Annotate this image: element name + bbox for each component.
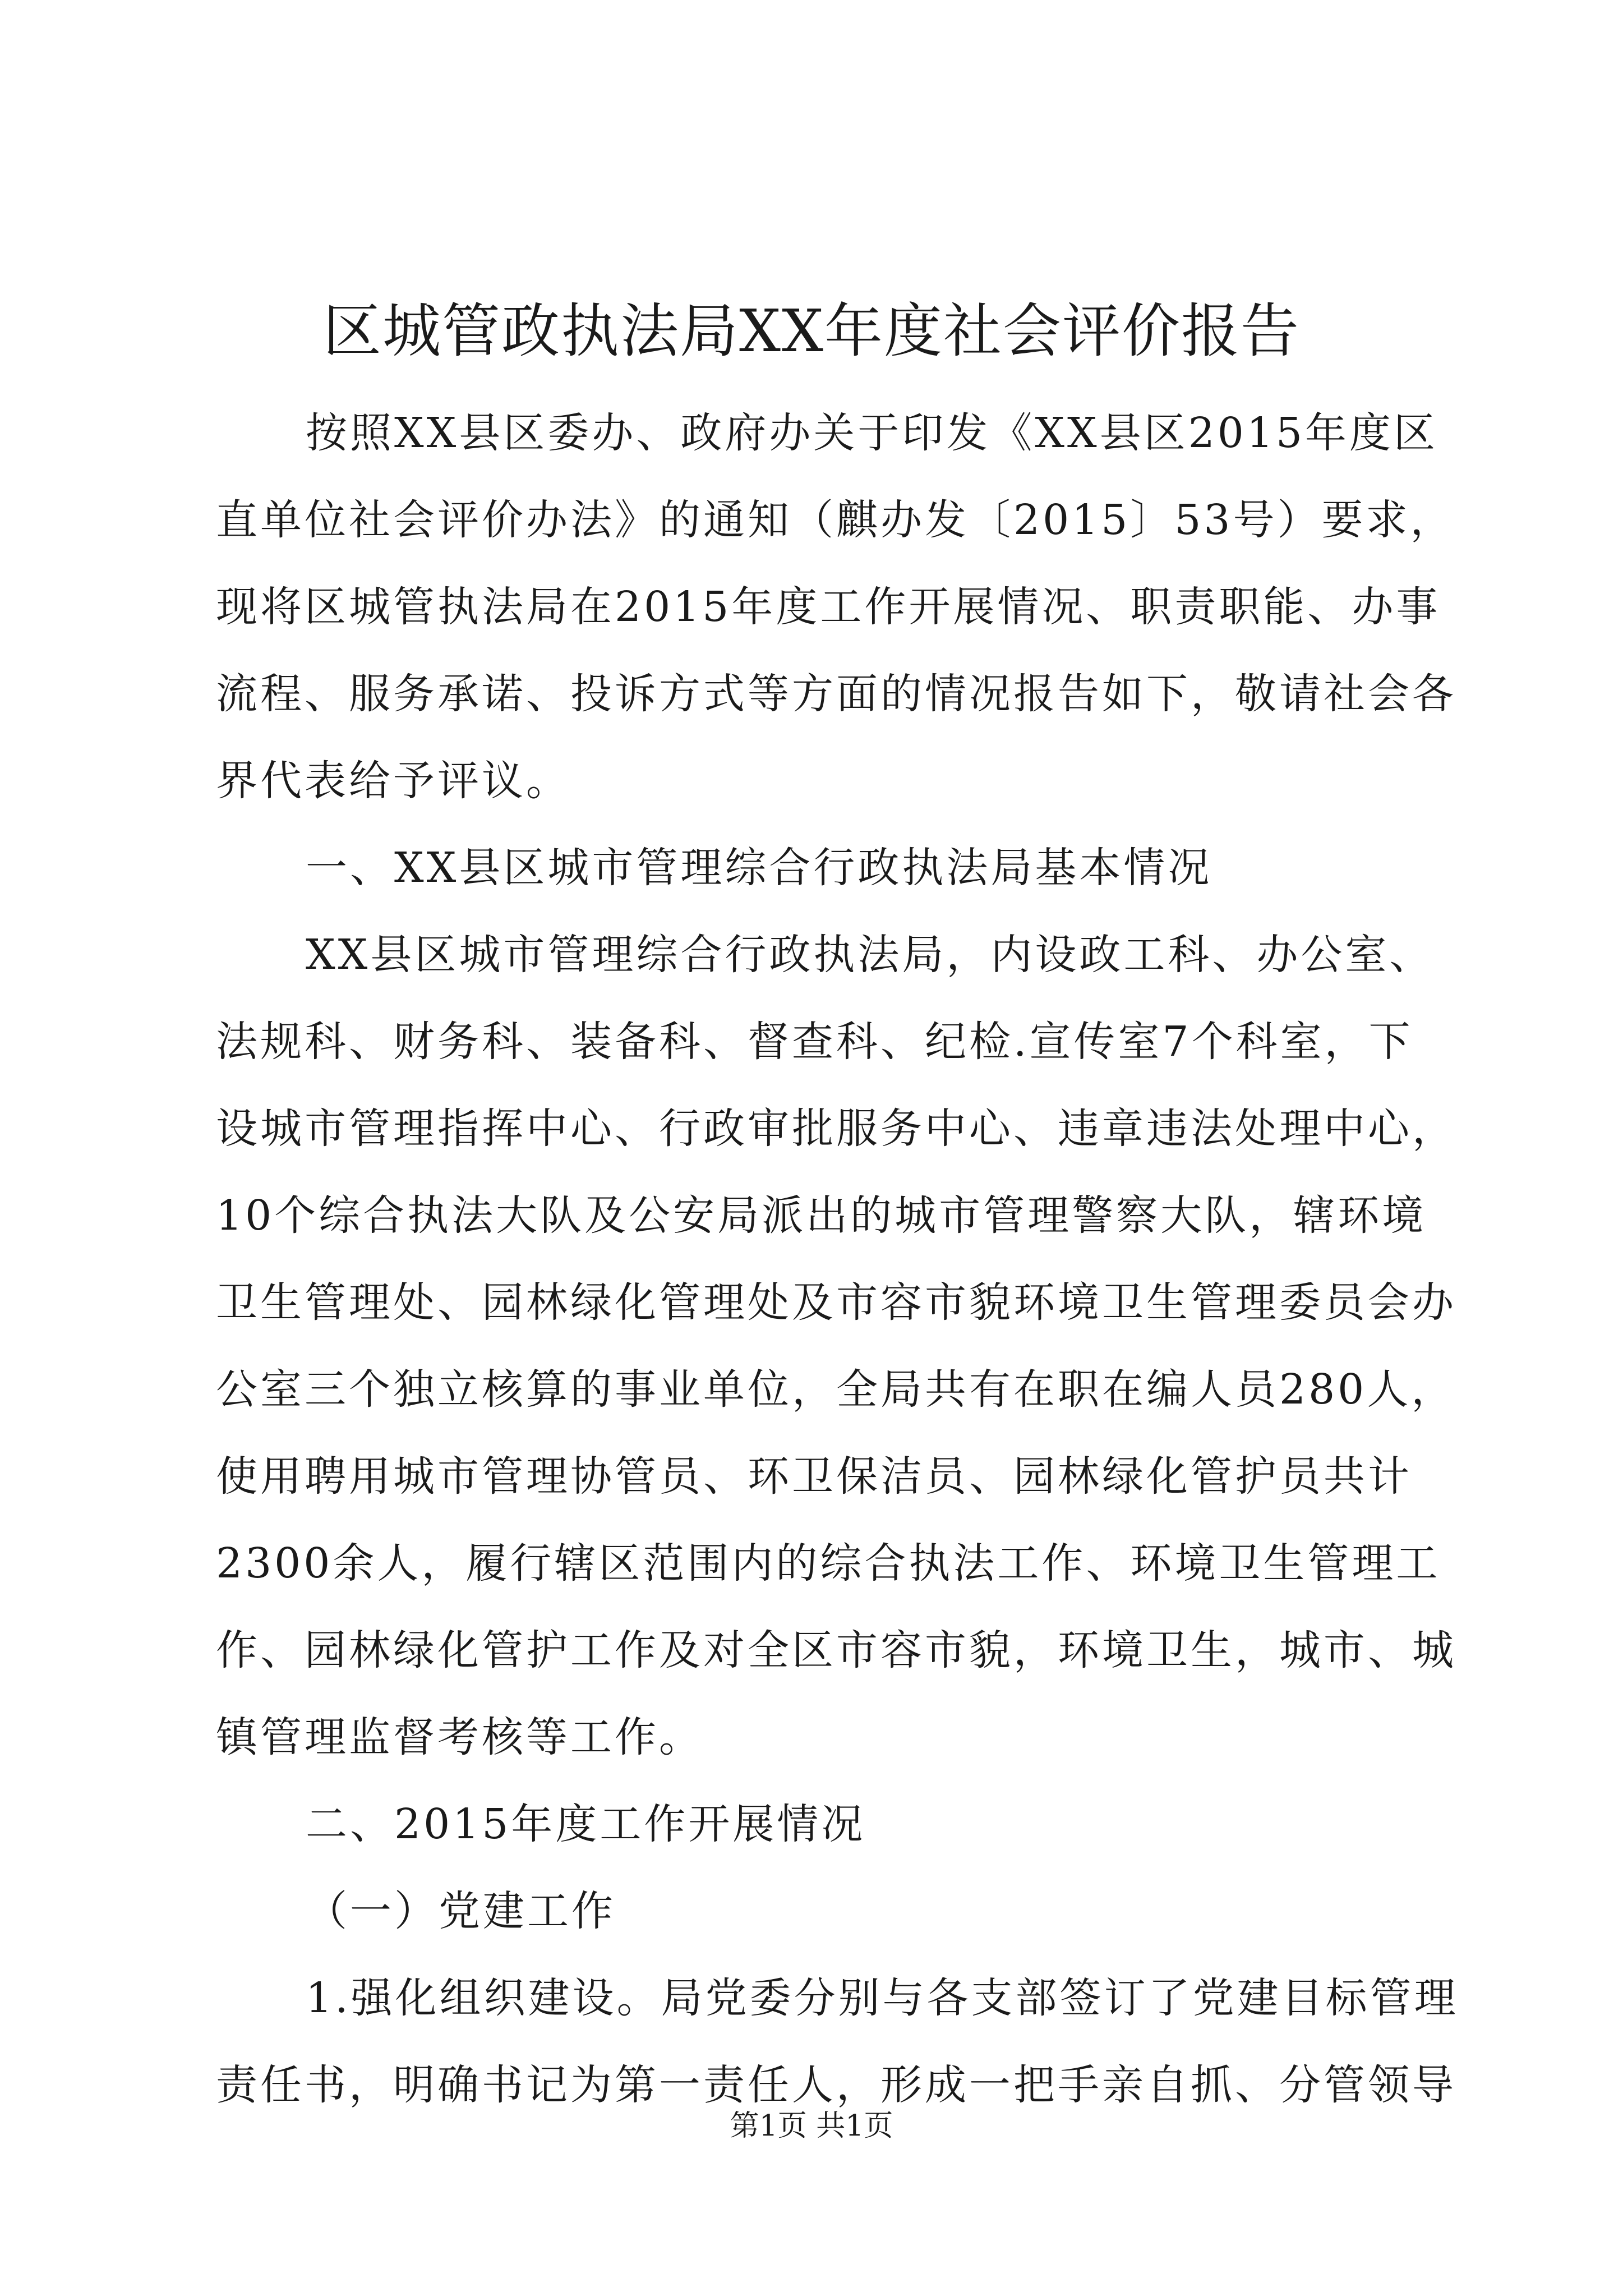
text-line: XX县区城市管理综合行政执法局，内设政工科、办公室、 (306, 931, 1434, 979)
text-line: 法规科、财务科、装备科、督查科、纪检.宣传室7个科室，下 (216, 1018, 1413, 1066)
text-line: 作、园林绿化管护工作及对全区市容市貌，环境卫生，城市、城 (216, 1626, 1456, 1674)
text-line: 2300余人，履行辖区范围内的综合执法工作、环境卫生管理工 (216, 1539, 1441, 1588)
document-title: 区城管政执法局XX年度社会评价报告 (322, 297, 1301, 365)
text-line: 使用聘用城市管理协管员、环卫保洁员、园林绿化管护员共计 (216, 1452, 1412, 1501)
text-line: 镇管理监督考核等工作。 (216, 1713, 703, 1761)
text-line: 公室三个独立核算的事业单位，全局共有在职在编人员280人， (216, 1365, 1456, 1414)
text-line: 卫生管理处、园林绿化管理处及市容市貌环境卫生管理委员会办 (216, 1278, 1456, 1327)
page-footer: 第1页 共1页 (730, 2109, 893, 2143)
text-line: 现将区城管执法局在2015年度工作开展情况、职责职能、办事 (216, 583, 1441, 631)
text-line: （一）党建工作 (306, 1887, 616, 1935)
text-line: 界代表给予评议。 (216, 757, 570, 805)
text-line: 流程、服务承诺、投诉方式等方面的情况报告如下，敬请社会各 (216, 670, 1456, 718)
document-body (216, 390, 1459, 2129)
text-line: 二、2015年度工作开展情况 (306, 1800, 866, 1848)
text-line: 按照XX县区委办、政府办关于印发《XX县区2015年度区 (306, 409, 1438, 457)
text-line: 10个综合执法大队及公安局派出的城市管理警察大队，辖环境 (216, 1191, 1427, 1240)
text-line: 一、XX县区城市管理综合行政执法局基本情况 (306, 844, 1212, 892)
text-line: 1.强化组织建设。局党委分别与各支部签订了党建目标管理 (306, 1974, 1459, 2022)
text-line: 直单位社会评价办法》的通知（麒办发〔2015〕53号）要求， (216, 496, 1455, 544)
text-line: 设城市管理指挥中心、行政审批服务中心、违章违法处理中心， (216, 1105, 1456, 1153)
text-line: 责任书，明确书记为第一责任人，形成一把手亲自抓、分管领导 (216, 2061, 1456, 2109)
